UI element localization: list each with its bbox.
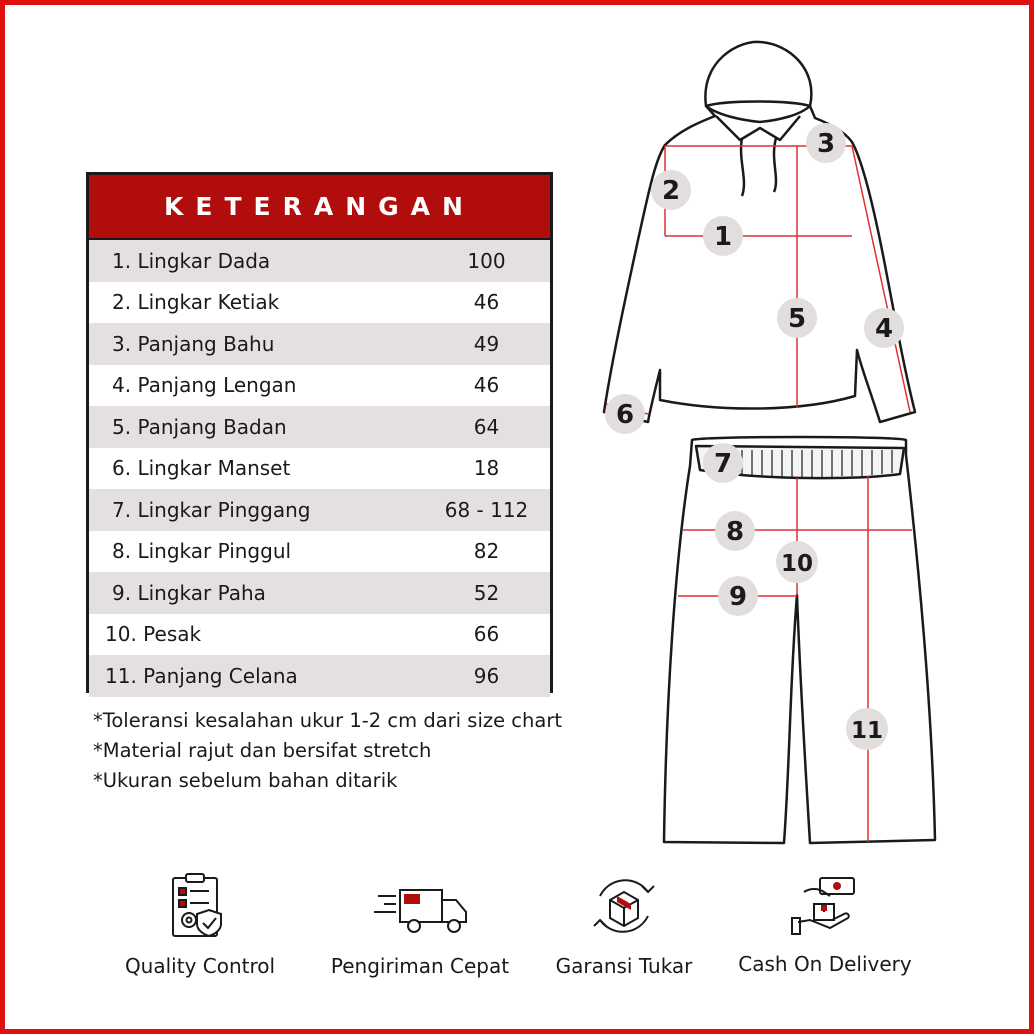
table-row (89, 572, 550, 614)
row-value: 100 (467, 248, 506, 273)
feature-quality-control (110, 872, 290, 978)
feature-exchange-guarantee (540, 872, 708, 978)
feature-label: Cash On Delivery (738, 952, 912, 976)
row-label: 8. Lingkar Pinggul (112, 539, 292, 564)
row-label: 4. Panjang Lengan (112, 373, 297, 398)
svg-text:8: 8 (725, 517, 745, 547)
table-row (89, 489, 550, 531)
feature-label: Pengiriman Cepat (330, 954, 510, 978)
row-value: 46 (473, 373, 500, 398)
note-tolerance: *Toleransi kesalahan ukur 1-2 cm dari size chart (93, 709, 562, 732)
row-value: 49 (473, 331, 500, 356)
row-value: 96 (473, 663, 500, 688)
pants-outline (664, 437, 935, 843)
table-row (89, 531, 550, 573)
feature-fast-shipping (325, 872, 515, 978)
marker-8 (715, 511, 755, 551)
marker-3 (806, 123, 846, 163)
table-row (89, 365, 550, 407)
table-row (89, 448, 550, 490)
table-rows (89, 240, 550, 697)
marker-11 (846, 708, 888, 750)
box-exchange-icon (588, 872, 660, 940)
row-value: 46 (473, 290, 500, 315)
hoodie-outline (604, 42, 915, 422)
feature-cash-on-delivery (730, 872, 920, 976)
svg-text:2: 2 (661, 176, 681, 206)
svg-text:5: 5 (787, 304, 807, 334)
row-value: 68 - 112 (444, 497, 529, 522)
note-measurement: *Ukuran sebelum bahan ditarik (93, 769, 398, 792)
table-row (89, 655, 550, 697)
row-label: 3. Panjang Bahu (112, 331, 275, 356)
notes (93, 706, 562, 796)
marker-5 (777, 298, 817, 338)
row-label: 10. Pesak (105, 622, 202, 647)
row-label: 5. Panjang Badan (112, 414, 287, 439)
table-row (89, 282, 550, 324)
svg-text:9: 9 (728, 582, 748, 612)
table-title: KETERANGAN (89, 175, 550, 240)
row-value: 66 (473, 622, 500, 647)
row-label: 11. Panjang Celana (105, 663, 298, 688)
svg-text:4: 4 (874, 314, 894, 344)
garment-diagram (590, 30, 940, 850)
table-row (89, 406, 550, 448)
marker-6 (605, 394, 645, 434)
feature-label: Garansi Tukar (555, 954, 693, 978)
svg-text:6: 6 (615, 400, 635, 430)
marker-7 (703, 443, 743, 483)
clipboard-gear-shield-icon (165, 872, 235, 940)
hand-cash-package-icon (790, 872, 860, 938)
table-row (89, 240, 550, 282)
table-row (89, 614, 550, 656)
feature-label: Quality Control (124, 954, 276, 978)
row-label: 9. Lingkar Paha (112, 580, 266, 605)
row-value: 82 (473, 539, 500, 564)
marker-10 (776, 541, 818, 583)
row-value: 18 (473, 456, 500, 481)
svg-text:1: 1 (713, 222, 733, 252)
svg-text:3: 3 (816, 129, 836, 159)
svg-text:7: 7 (713, 449, 733, 479)
delivery-truck-icon (370, 872, 470, 940)
table-row (89, 323, 550, 365)
row-label: 6. Lingkar Manset (112, 456, 291, 481)
marker-4 (864, 308, 904, 348)
size-table (86, 172, 553, 693)
svg-text:11: 11 (850, 718, 884, 744)
marker-2 (651, 170, 691, 210)
svg-text:10: 10 (780, 551, 814, 577)
row-label: 2. Lingkar Ketiak (112, 290, 280, 315)
row-value: 52 (473, 580, 500, 605)
row-label: 7. Lingkar Pinggang (112, 497, 311, 522)
note-material: *Material rajut dan bersifat stretch (93, 739, 432, 762)
row-value: 64 (473, 414, 500, 439)
row-label: 1. Lingkar Dada (112, 248, 271, 273)
marker-1 (703, 216, 743, 256)
marker-9 (718, 576, 758, 616)
